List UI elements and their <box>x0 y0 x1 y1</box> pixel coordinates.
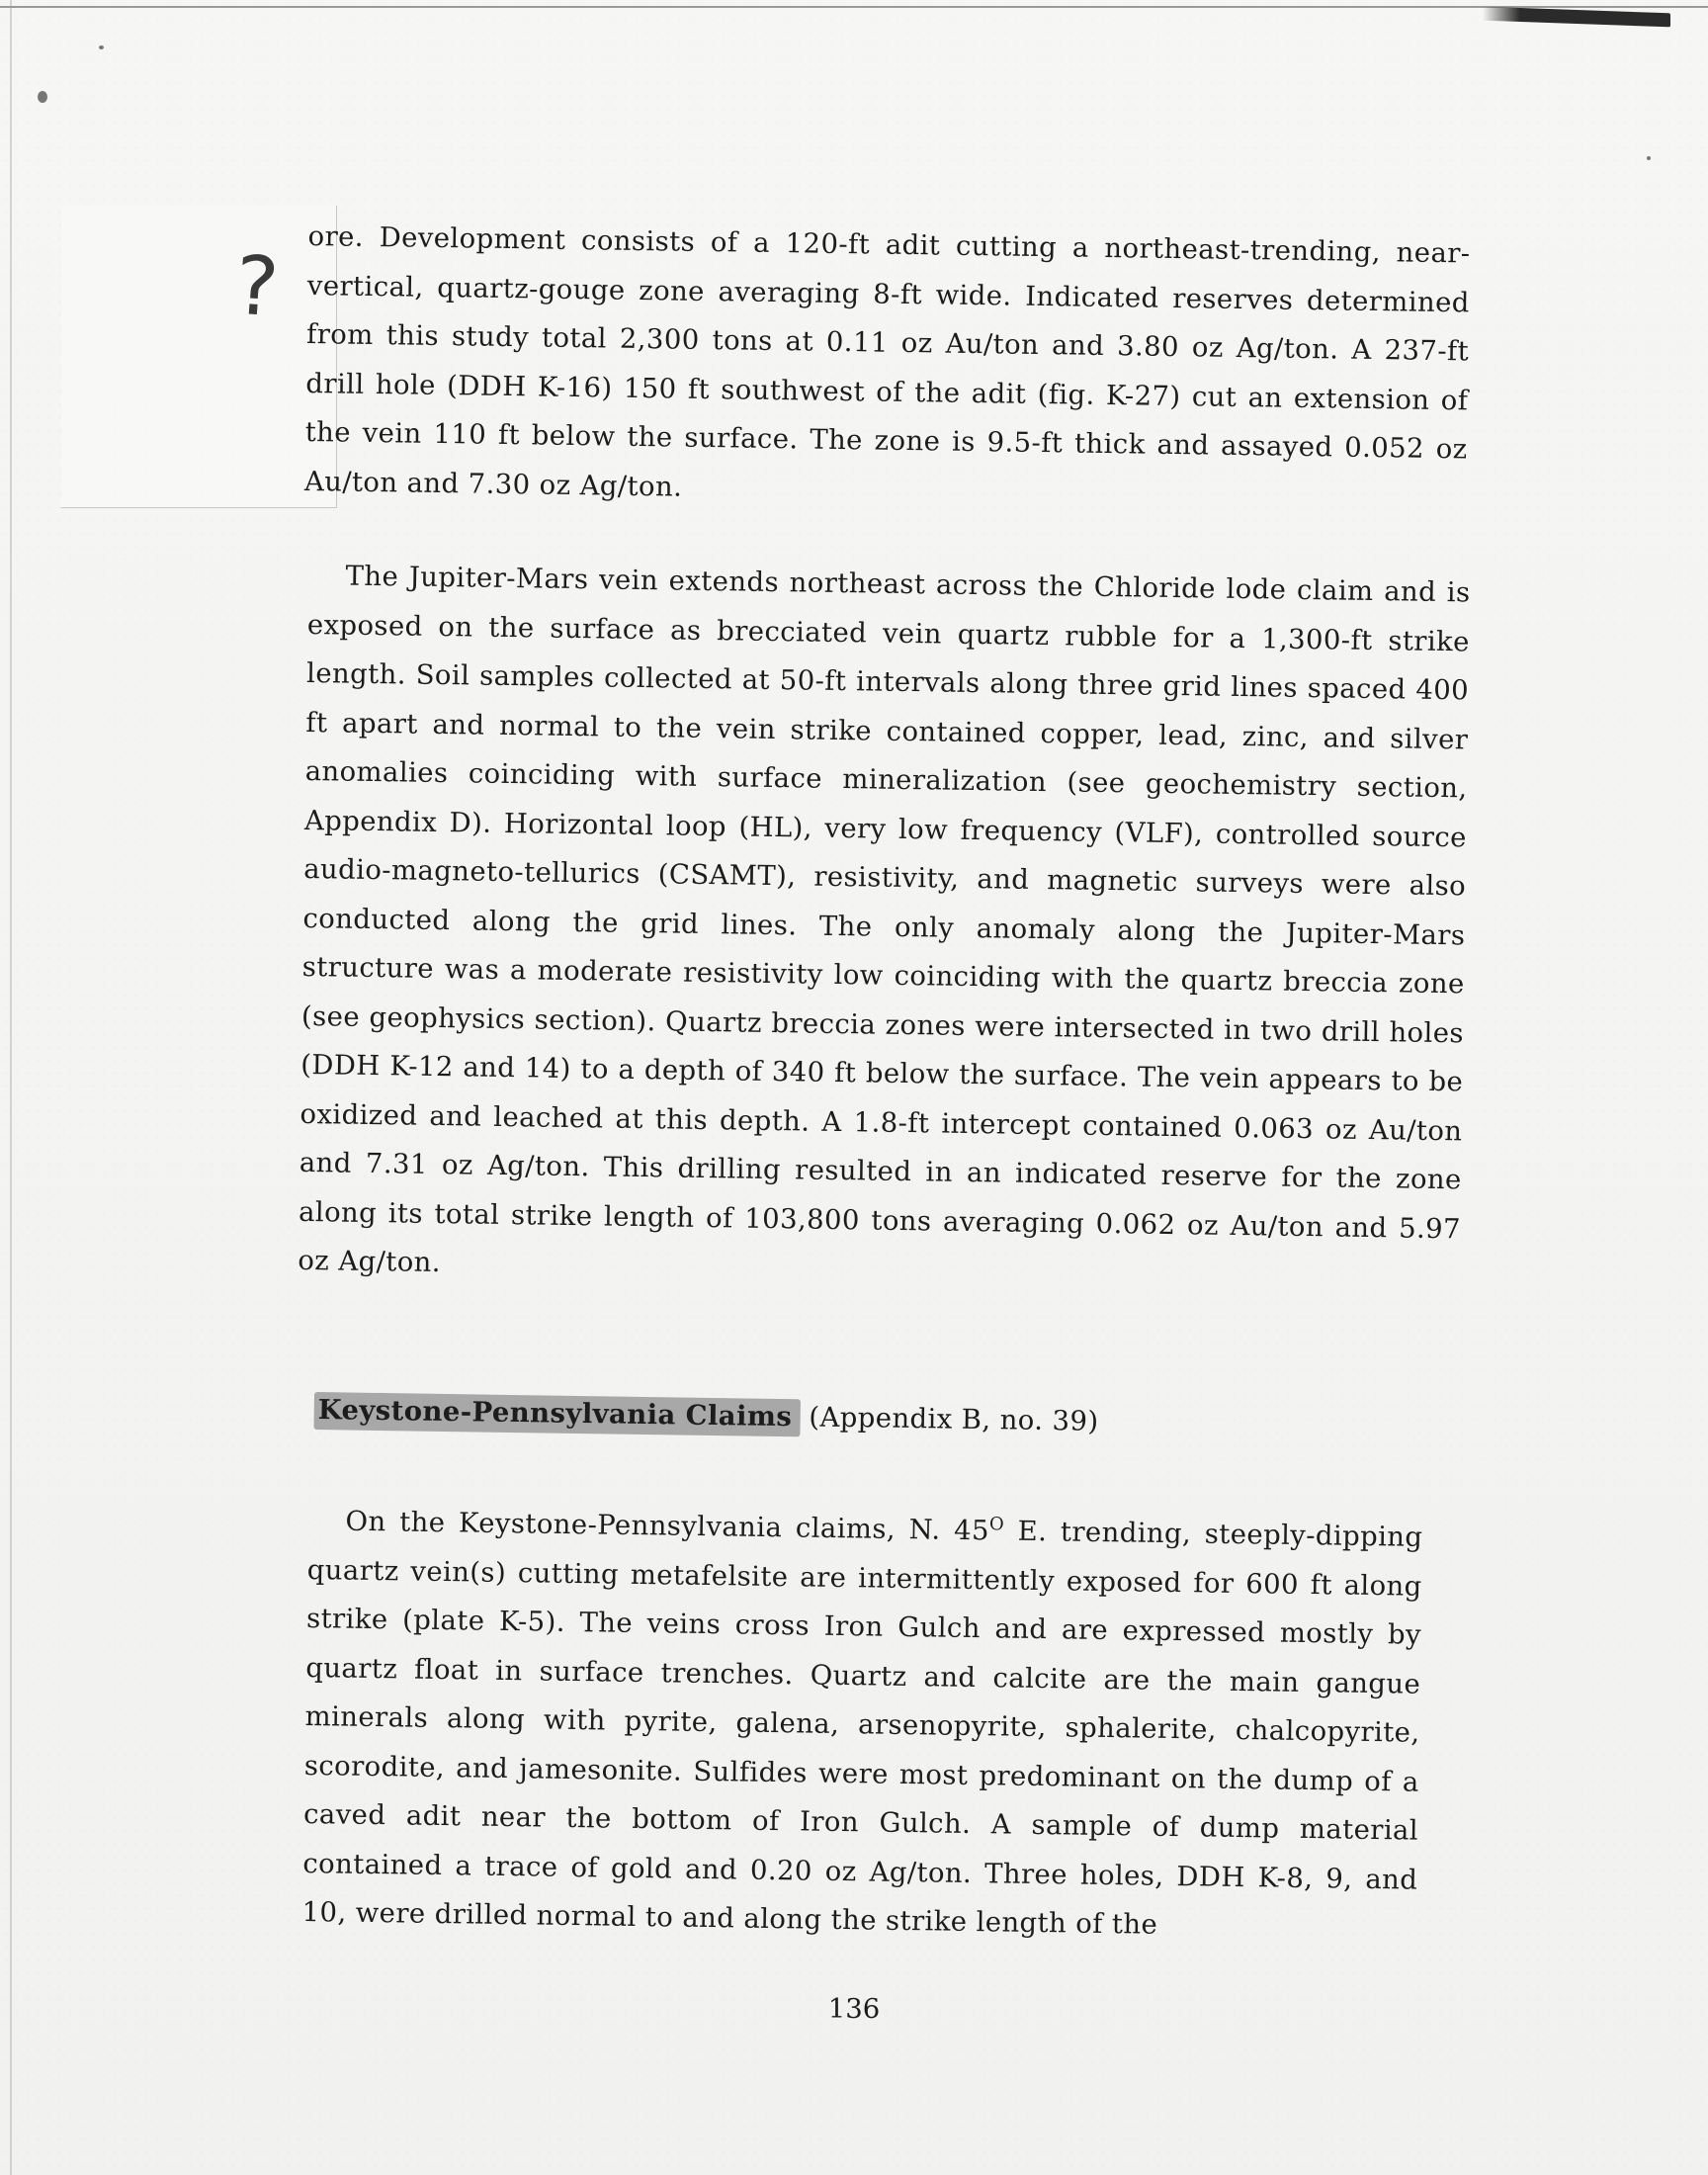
paragraph-keystone-pennsylvania <box>301 1490 1423 1954</box>
corner-tape-mark <box>1483 7 1670 28</box>
top-edge-line <box>0 6 1708 8</box>
scan-speck <box>38 91 47 103</box>
section-heading-reference: (Appendix B, no. 39) <box>800 1401 1099 1437</box>
scan-speck <box>1647 156 1651 160</box>
section-heading <box>314 1394 1099 1437</box>
handwritten-question-mark: ? <box>231 238 282 336</box>
scan-speck <box>99 45 104 49</box>
paragraph-keystone-text-b: E. trending, steeply-dipping quartz vein(s) cutting metafelsite are intermittently exposed for 600 ft along strike (plate K-5). The veins cross Iron Gulch and are expressed mostly by quartz float in surface trenches. Quartz and calcite are the main gangue minerals along with pyrite, galena, arsenopyrite, sphalerite, chalcopyrite, scorodite, and jamesonite. Sulfides were most predominant on the dump of a caved adit near the bottom of Iron Gulch. A sample of dump material contained a trace of gold and 0.20 oz Ag/ton. Three holes, DDH K-8, 9, and 10, were drilled normal to and along the strike length of the <box>301 1515 1423 1941</box>
paragraph-jupiter-mars-vein: The Jupiter-Mars vein extends northeast across the Chloride lode claim and is exposed on the surface as brecciated vein quartz rubble for a 1,300-ft strike length. Soil samples collected at 50-ft intervals along three grid lines spaced 400 ft apart and normal to the vein strike contained copper, lead, zinc, and silver anomalies coinciding with surface mineralization (see geochemistry section, Appendix D). Horizontal loop (HL), very low frequency (VLF), controlled source audio-magneto-tellurics (CSAMT), resistivity, and magnetic surveys were also conducted along the grid lines. The only anomaly along the Jupiter-Mars structure was a moderate resistivity low coinciding with the quartz breccia zone (see geophysics section). Quartz breccia zones were intersected in two drill holes (DDH K-12 and 14) to a depth of 340 ft below the surface. The vein appears to be oxidized and leached at this depth. A 1.8-ft intercept contained 0.063 oz Au/ton and 7.31 oz Ag/ton. This drilling resulted in an indicated reserve for the zone along its total strike length of 103,800 tons averaging 0.062 oz Au/ton and 5.97 oz Ag/ton. <box>298 560 1471 1279</box>
section-heading-title: Keystone-Pennsylvania Claims <box>313 1392 800 1436</box>
page-number: 136 <box>827 1993 881 2025</box>
degree-superscript: O <box>988 1514 1005 1535</box>
paragraph-ore-development: ore. Development consists of a 120-ft adit cutting a northeast-trending, near-vertical, quartz-gouge zone averaging 8-ft wide. Indicated reserves determined from this study total 2,300 tons at 0.11 oz Au/ton and 3.80 oz Ag/ton. A 237-ft drill hole (DDH K-16) 150 ft southwest of the adit (fig. K-27) cut an extension of the vein 110 ft below the surface. The zone is 9.5-ft thick and assayed 0.052 oz Au/ton and 7.30 oz Ag/ton. <box>303 219 1471 503</box>
paragraph-keystone-text-a: On the Keystone-Pennsylvania claims, N. 45 <box>345 1505 990 1547</box>
left-edge-shadow <box>10 0 12 2175</box>
sticky-note <box>61 206 337 508</box>
